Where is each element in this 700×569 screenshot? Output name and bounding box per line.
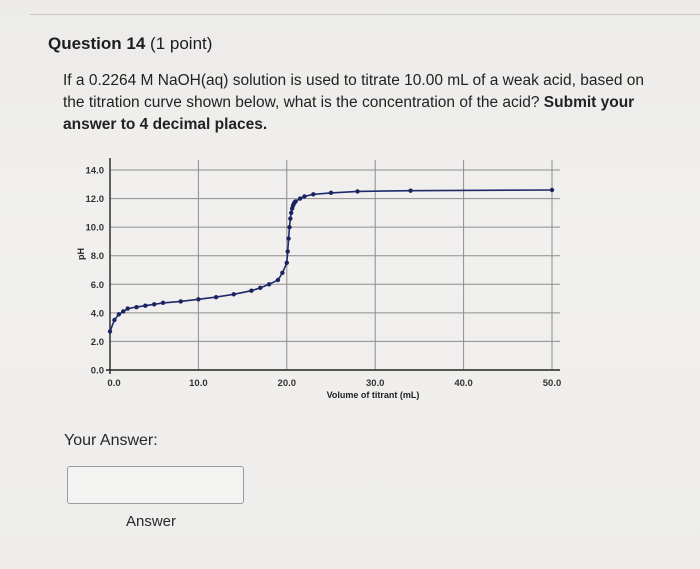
x-tick-label: 0.0 <box>107 378 121 389</box>
data-point <box>289 211 293 215</box>
answer-label: Your Answer: <box>64 432 158 449</box>
data-point <box>134 305 138 309</box>
question-points: (1 point) <box>150 34 213 53</box>
data-point <box>302 194 306 198</box>
x-tick-label: 40.0 <box>454 378 473 389</box>
answer-input[interactable] <box>67 466 244 504</box>
data-point <box>112 318 116 322</box>
data-point <box>249 289 253 293</box>
answer-hint: Answer <box>126 513 177 530</box>
x-tick-label: 30.0 <box>365 378 385 389</box>
data-point <box>293 199 297 203</box>
y-tick-label: 14.0 <box>85 165 104 177</box>
data-point <box>287 225 291 229</box>
data-point <box>117 312 121 316</box>
data-point <box>298 196 302 200</box>
data-point <box>121 309 125 313</box>
data-point <box>214 295 218 299</box>
data-point <box>108 329 112 333</box>
y-tick-labels <box>86 166 105 377</box>
question-number: Question 14 <box>48 34 146 53</box>
data-point <box>311 192 315 196</box>
titration-curve <box>108 188 554 334</box>
x-tick-labels <box>107 378 561 389</box>
y-tick-label: 6.0 <box>90 279 104 291</box>
y-tick-label: 0.0 <box>90 365 104 377</box>
data-point <box>288 216 292 220</box>
data-point <box>143 304 147 308</box>
question-instruction: Submit your answer to 4 decimal places. <box>63 94 635 133</box>
chart-grid <box>110 160 560 370</box>
data-point <box>258 286 262 290</box>
data-point <box>355 189 359 193</box>
y-tick-label: 10.0 <box>85 222 104 234</box>
data-point <box>232 292 236 296</box>
data-point <box>280 271 284 275</box>
x-tick-label: 10.0 <box>189 378 208 389</box>
curve-line <box>110 190 552 331</box>
data-point <box>329 191 333 195</box>
data-point <box>285 261 289 265</box>
x-axis-title: Volume of titrant (mL) <box>326 390 420 400</box>
y-tick-label: 8.0 <box>90 251 104 263</box>
data-point <box>276 278 280 282</box>
y-tick-label: 4.0 <box>90 308 104 320</box>
data-point <box>125 306 129 310</box>
x-tick-label: 20.0 <box>277 378 297 389</box>
data-point <box>152 302 156 306</box>
data-point <box>267 282 271 286</box>
question-prompt: If a 0.2264 M NaOH(aq) solution is used to titrate 10.00 mL of a weak acid, based on the titration curve shown below, what is the concentration of the acid? <box>63 72 645 111</box>
y-tick-label: 2.0 <box>90 336 104 348</box>
data-point <box>550 188 554 192</box>
y-axis-title: pH <box>76 248 86 260</box>
data-point <box>196 297 200 301</box>
data-point <box>179 299 183 303</box>
data-point <box>408 189 412 193</box>
data-point <box>161 301 165 305</box>
x-tick-label: 50.0 <box>542 378 562 389</box>
data-point <box>285 249 289 253</box>
data-point <box>286 236 290 240</box>
y-tick-label: 12.0 <box>85 194 104 206</box>
